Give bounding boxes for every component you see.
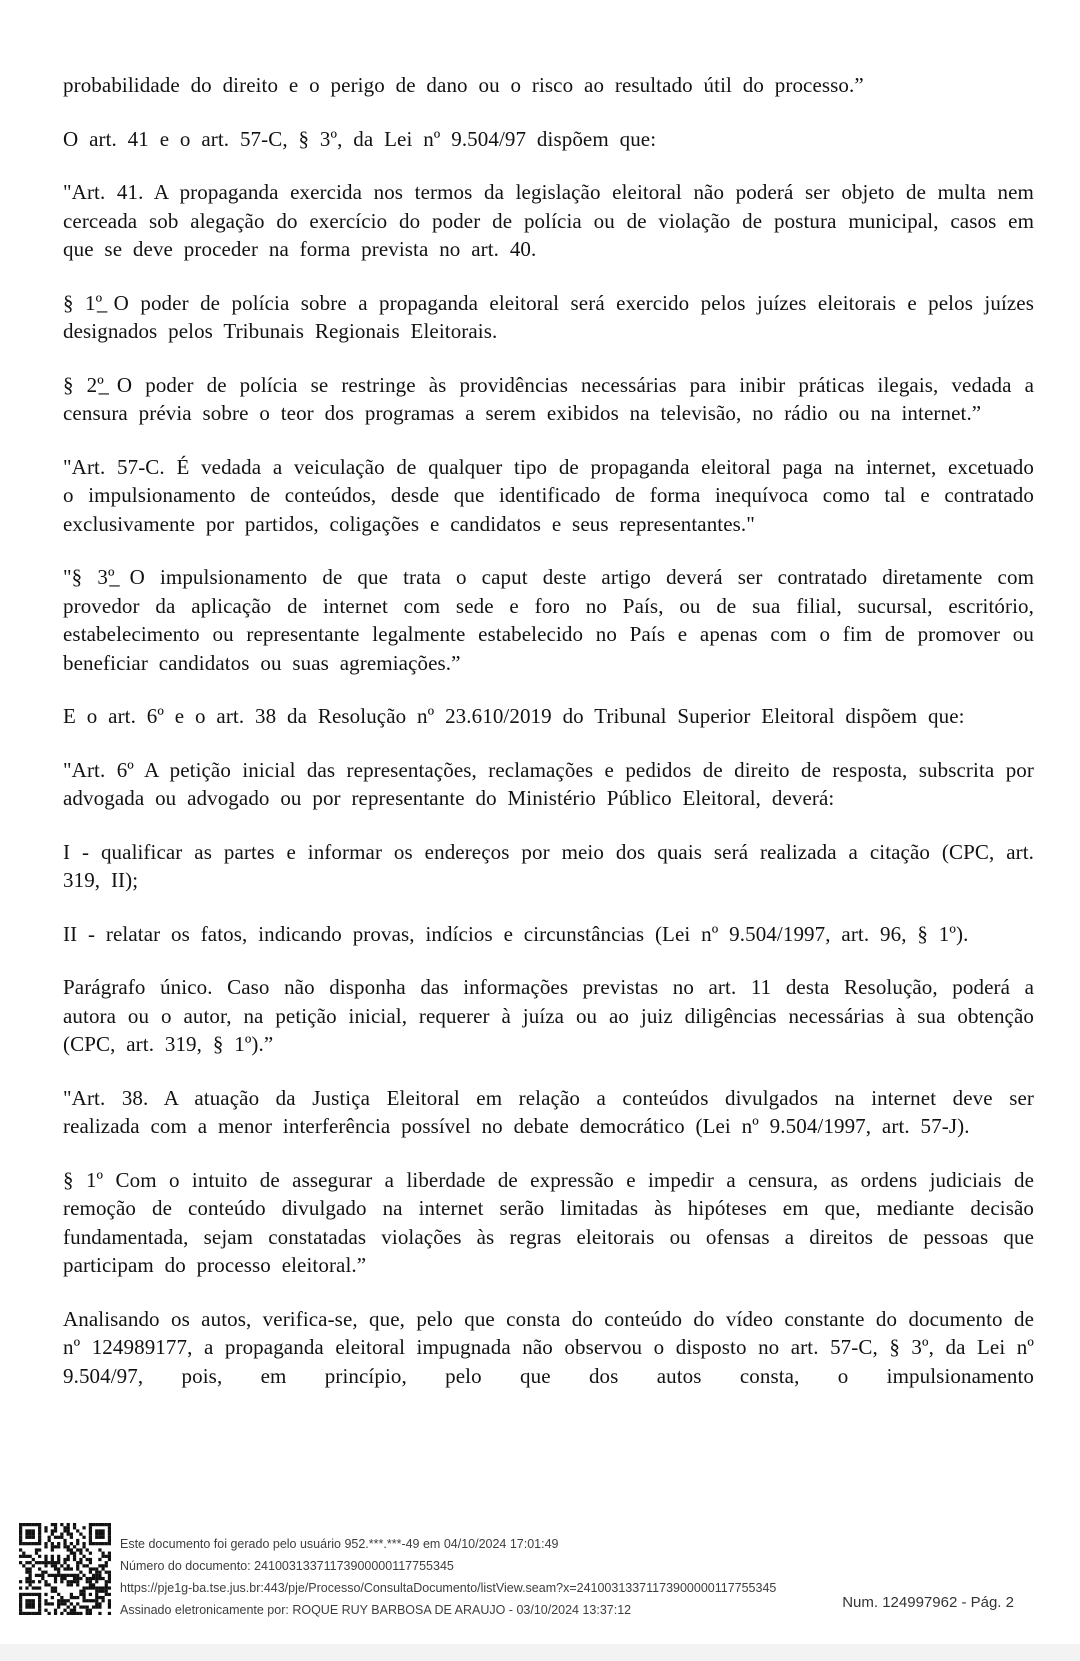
qr-code-icon <box>19 1523 111 1615</box>
paragraph: "Art. 41. A propaganda exercida nos termos da legislação eleitoral não poderá ser objeto de multa nem cerceada sob alegação do exercício do poder de polícia ou de violação de postura municipal, casos em que se deve proceder na forma prevista no art. 40. <box>63 180 1034 261</box>
footer-signature-line: Assinado eletronicamente por: ROQUE RUY BARBOSA DE ARAUJO - 03/10/2024 13:37:12 <box>120 1603 632 1617</box>
footer-generated-line: Este documento foi gerado pelo usuário 952.***.***-49 em 04/10/2024 17:01:49 <box>120 1537 559 1551</box>
paragraph: "Art. 38. A atuação da Justiça Eleitoral em relação a conteúdos divulgados na internet deve ser realizada com a menor interferência possível no debate democrático (Lei nº 9.504/1997, art. 57-J). <box>63 1085 1034 1138</box>
footer-document-number-line: Número do documento: 24100313371173900000117755345 <box>120 1559 454 1573</box>
paragraph: "§ 3º̲ O impulsionamento de que trata o caput deste artigo deverá ser contratado diretamente com provedor da aplicação de internet com sede e foro no País, ou de sua filial, sucursal, escritório, estabelecimento ou representante legalmente estabelecido no País e apenas com o fim de promover ou beneficiar candidatos ou suas agremiações.” <box>63 565 1034 675</box>
paragraph: "Art. 57-C. É vedada a veiculação de qualquer tipo de propaganda eleitoral paga na internet, excetuado o impulsionamento de conteúdos, desde que identificado de forma inequívoca como tal e contratado exclusivamente por partidos, coligações e candidatos e seus representantes." <box>63 454 1034 536</box>
footer-metadata <box>120 1533 776 1621</box>
paragraph: II - relatar os fatos, indicando provas, indícios e circunstâncias (Lei nº 9.504/1997, art. 96, § 1º). <box>63 921 969 946</box>
page-number-label: Num. 124997962 - Pág. 2 <box>842 1594 1014 1611</box>
paragraph: probabilidade do direito e o perigo de dano ou o risco ao resultado útil do processo.” <box>63 73 864 97</box>
paragraph: O art. 41 e o art. 57-C, § 3º, da Lei nº 9.504/97 dispõem que: <box>63 126 657 151</box>
paragraph: § 1º̲ O poder de polícia sobre a propaganda eleitoral será exercido pelos juízes eleitorais e pelos juízes designados pelos Tribunais Regionais Eleitorais. <box>63 290 1034 343</box>
footer-url-line: https://pje1g-ba.tse.jus.br:443/pje/Processo/ConsultaDocumento/listView.seam?x=24100313371173900000117755345 <box>120 1581 777 1595</box>
paragraph: § 2º̲ O poder de polícia se restringe às providências necessárias para inibir práticas ilegais, vedada a censura prévia sobre o teor dos programas a serem exibidos na televisão, no rádio ou na internet.” <box>63 372 1034 425</box>
paragraph: I - qualificar as partes e informar os endereços por meio dos quais será realizada a citação (CPC, art. 319, II); <box>63 839 1034 892</box>
paragraph: Parágrafo único. Caso não disponha das informações previstas no art. 11 desta Resolução, poderá a autora ou o autor, na petição inicial, requerer à juíza ou ao juiz diligências necessárias à sua obtenção (CPC, art. 319, § 1º).” <box>63 975 1034 1056</box>
paragraph: E o art. 6º e o art. 38 da Resolução nº 23.610/2019 do Tribunal Superior Eleitoral dispõem que: <box>63 704 965 728</box>
paragraph: Analisando os autos, verifica-se, que, pelo que consta do conteúdo do vídeo constante do documento de nº 124989177, a propaganda eleitoral impugnada não observou o disposto no art. 57-C, § 3º, da Lei nº 9.504/97, pois, em princípio, pelo que dos autos consta, o impulsionamento <box>63 1306 1034 1388</box>
paragraph: § 1º Com o intuito de assegurar a liberdade de expressão e impedir a censura, as ordens judiciais de remoção de conteúdo divulgado na internet serão limitadas às hipóteses em que, mediante decisão fundamentada, sejam constatadas violações às regras eleitorais ou ofensas a direitos de pessoas que participam do processo eleitoral.” <box>63 1167 1034 1277</box>
bottom-gray-bar <box>0 1644 1080 1661</box>
paragraph: "Art. 6º A petição inicial das representações, reclamações e pedidos de direito de resposta, subscrita por advogada ou advogado ou por representante do Ministério Público Eleitoral, deverá: <box>63 757 1034 810</box>
document-footer <box>0 1516 1080 1644</box>
document-body <box>63 71 1034 1415</box>
